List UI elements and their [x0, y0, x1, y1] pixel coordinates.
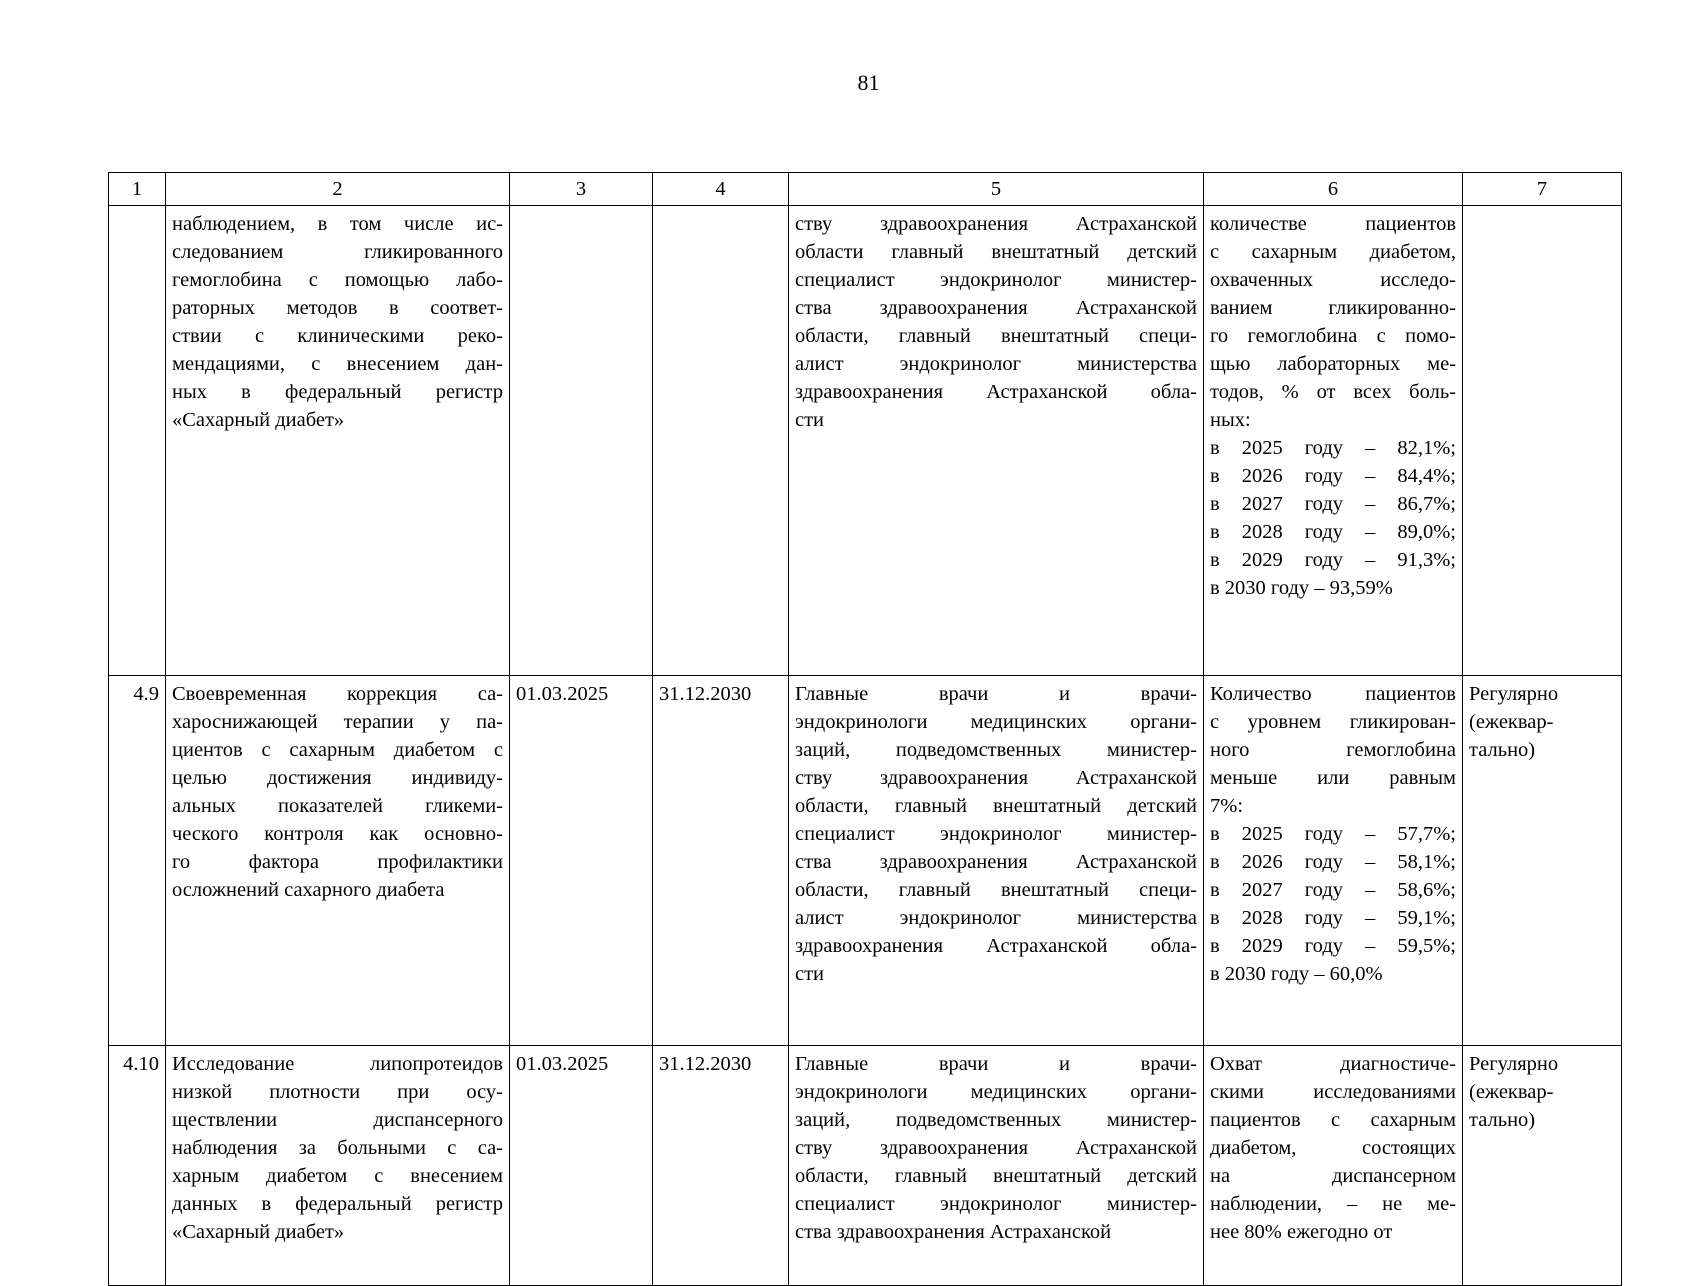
result-cell-line: наблюдении, – не ме- [1210, 1193, 1456, 1215]
result-cell-line: в 2025 году – 82,1%; [1210, 437, 1456, 459]
activity-cell [166, 206, 510, 676]
responsible-cell-line: алист эндокринолог министерства [795, 907, 1197, 929]
table-row [109, 206, 1622, 676]
item-number-cell [109, 206, 166, 676]
plan-table [108, 172, 1622, 1286]
result-cell-line: охваченных исследо- [1210, 269, 1456, 291]
responsible-cell [789, 676, 1204, 1046]
activity-cell-line: наблюдения за больными с са- [172, 1137, 503, 1159]
responsible-cell-line: области, главный внештатный детский [795, 795, 1197, 817]
activity-cell-line: низкой плотности при осу- [172, 1081, 503, 1103]
responsible-cell-line: алист эндокринолог министерства [795, 353, 1197, 375]
activity-cell-line: гемоглобина с помощью лабо- [172, 269, 503, 291]
result-cell-line: Охват диагностиче- [1210, 1053, 1456, 1075]
item-number-cell [109, 676, 166, 1046]
frequency-cell-line: тально) [1469, 1109, 1536, 1131]
result-cell-line: Количество пациентов [1210, 683, 1456, 705]
result-cell-line: в 2027 году – 58,6%; [1210, 879, 1456, 901]
result-cell-line: на диспансерном [1210, 1165, 1456, 1187]
responsible-cell-line: области, главный внештатный специ- [795, 879, 1197, 901]
result-cell-line: в 2030 году – 60,0% [1210, 963, 1383, 985]
end-date-cell [653, 206, 789, 676]
activity-cell-line: мендациями, с внесением дан- [172, 353, 503, 375]
responsible-cell-line: сти [795, 963, 825, 985]
page-number: 81 [857, 70, 880, 95]
column-number: 5 [789, 173, 1204, 206]
result-cell-line: диабетом, состоящих [1210, 1137, 1456, 1159]
activity-cell-line: наблюдением, в том числе ис- [172, 213, 503, 235]
activity-cell-line: данных в федеральный регистр [172, 1193, 503, 1215]
result-cell-line: в 2028 году – 59,1%; [1210, 907, 1456, 929]
responsible-cell-line: специалист эндокринолог министер- [795, 1193, 1197, 1215]
activity-cell-line: ческого контроля как основно- [172, 823, 503, 845]
start-date-cell [510, 676, 653, 1046]
column-number-row [109, 173, 1622, 206]
result-cell-line: в 2030 году – 93,59% [1210, 577, 1393, 599]
result-cell-line: щью лабораторных ме- [1210, 353, 1456, 375]
responsible-cell-line: области, главный внештатный специ- [795, 325, 1197, 347]
column-number: 7 [1463, 173, 1622, 206]
table-body [109, 206, 1622, 1286]
activity-cell-line: харным диабетом с внесением [172, 1165, 503, 1187]
end-date-cell-text: 31.12.2030 [659, 683, 752, 705]
responsible-cell-line: эндокринологи медицинских органи- [795, 711, 1197, 733]
activity-cell-line: «Сахарный диабет» [172, 409, 345, 431]
responsible-cell [789, 206, 1204, 676]
item-number-cell-text: 4.9 [133, 683, 159, 705]
activity-cell [166, 1046, 510, 1286]
responsible-cell-line: здравоохранения Астраханской обла- [795, 381, 1197, 403]
start-date-cell [510, 206, 653, 676]
responsible-cell-line: ству здравоохранения Астраханской [795, 1137, 1197, 1159]
result-cell [1204, 676, 1463, 1046]
responsible-cell-line: сти [795, 409, 825, 431]
responsible-cell-line: здравоохранения Астраханской обла- [795, 935, 1197, 957]
item-number-cell [109, 1046, 166, 1286]
column-number: 2 [166, 173, 510, 206]
activity-cell-line: ществлении диспансерного [172, 1109, 503, 1131]
start-date-cell-text: 01.03.2025 [516, 1053, 609, 1075]
result-cell-line: в 2028 году – 89,0%; [1210, 521, 1456, 543]
item-number-cell-text: 4.10 [123, 1053, 159, 1075]
activity-cell-line: циентов с сахарным диабетом с [172, 739, 503, 761]
result-cell-line: в 2026 году – 58,1%; [1210, 851, 1456, 873]
responsible-cell-line: специалист эндокринолог министер- [795, 823, 1197, 845]
activity-cell-line: Своевременная коррекция са- [172, 683, 503, 705]
activity-cell-line: осложнений сахарного диабета [172, 879, 445, 901]
frequency-cell [1463, 676, 1622, 1046]
activity-cell-line: ных в федеральный регистр [172, 381, 503, 403]
responsible-cell-line: ства здравоохранения Астраханской [795, 851, 1197, 873]
responsible-cell-line: специалист эндокринолог министер- [795, 269, 1197, 291]
responsible-cell-line: ству здравоохранения Астраханской [795, 213, 1197, 235]
activity-cell-line: следованием гликированного [172, 241, 503, 263]
activity-cell-line: «Сахарный диабет» [172, 1221, 345, 1243]
responsible-cell-line: эндокринологи медицинских органи- [795, 1081, 1197, 1103]
result-cell [1204, 206, 1463, 676]
responsible-cell-line: Главные врачи и врачи- [795, 1053, 1197, 1075]
activity-cell-line: хароснижающей терапии у па- [172, 711, 503, 733]
result-cell-line: в 2029 году – 59,5%; [1210, 935, 1456, 957]
result-cell-line: ванием гликированно- [1210, 297, 1456, 319]
result-cell-line: тодов, % от всех боль- [1210, 381, 1456, 403]
result-cell-line: в 2027 году – 86,7%; [1210, 493, 1456, 515]
activity-cell [166, 676, 510, 1046]
end-date-cell-text: 31.12.2030 [659, 1053, 752, 1075]
result-cell-line: ных: [1210, 409, 1251, 431]
result-cell [1204, 1046, 1463, 1286]
activity-cell-line: альных показателей гликеми- [172, 795, 503, 817]
table-row [109, 1046, 1622, 1286]
result-cell-line: 7%: [1210, 795, 1244, 817]
result-cell-line: нее 80% ежегодно от [1210, 1221, 1393, 1243]
frequency-cell-line: тально) [1469, 739, 1536, 761]
column-number: 3 [510, 173, 653, 206]
responsible-cell [789, 1046, 1204, 1286]
column-number: 1 [109, 173, 166, 206]
start-date-cell-text: 01.03.2025 [516, 683, 609, 705]
result-cell-line: с сахарным диабетом, [1210, 241, 1456, 263]
result-cell-line: в 2026 году – 84,4%; [1210, 465, 1456, 487]
activity-cell-line: раторных методов в соответ- [172, 297, 503, 319]
responsible-cell-line: области главный внештатный детский [795, 241, 1197, 263]
end-date-cell [653, 1046, 789, 1286]
responsible-cell-line: заций, подведомственных министер- [795, 1109, 1197, 1131]
result-cell-line: с уровнем гликирован- [1210, 711, 1456, 733]
responsible-cell-line: заций, подведомственных министер- [795, 739, 1197, 761]
column-number: 6 [1204, 173, 1463, 206]
activity-cell-line: целью достижения индивиду- [172, 767, 503, 789]
result-cell-line: меньше или равным [1210, 767, 1456, 789]
result-cell-line: количестве пациентов [1210, 213, 1456, 235]
frequency-cell [1463, 1046, 1622, 1286]
end-date-cell [653, 676, 789, 1046]
result-cell-line: в 2029 году – 91,3%; [1210, 549, 1456, 571]
activity-cell-line: Исследование липопротеидов [172, 1053, 503, 1075]
column-number: 4 [653, 173, 789, 206]
result-cell-line: пациентов с сахарным [1210, 1109, 1456, 1131]
responsible-cell-line: ства здравоохранения Астраханской [795, 1221, 1112, 1243]
frequency-cell-line: (ежеквар- [1469, 1081, 1554, 1103]
table-row [109, 676, 1622, 1046]
frequency-cell [1463, 206, 1622, 676]
responsible-cell-line: ства здравоохранения Астраханской [795, 297, 1197, 319]
activity-cell-line: ствии с клиническими реко- [172, 325, 503, 347]
result-cell-line: скими исследованиями [1210, 1081, 1456, 1103]
result-cell-line: ного гемоглобина [1210, 739, 1456, 761]
activity-cell-line: го фактора профилактики [172, 851, 503, 873]
responsible-cell-line: Главные врачи и врачи- [795, 683, 1197, 705]
frequency-cell-line: Регулярно [1469, 1053, 1559, 1075]
frequency-cell-line: (ежеквар- [1469, 711, 1554, 733]
responsible-cell-line: области, главный внештатный детский [795, 1165, 1197, 1187]
start-date-cell [510, 1046, 653, 1286]
result-cell-line: го гемоглобина с помо- [1210, 325, 1456, 347]
frequency-cell-line: Регулярно [1469, 683, 1559, 705]
responsible-cell-line: ству здравоохранения Астраханской [795, 767, 1197, 789]
result-cell-line: в 2025 году – 57,7%; [1210, 823, 1456, 845]
